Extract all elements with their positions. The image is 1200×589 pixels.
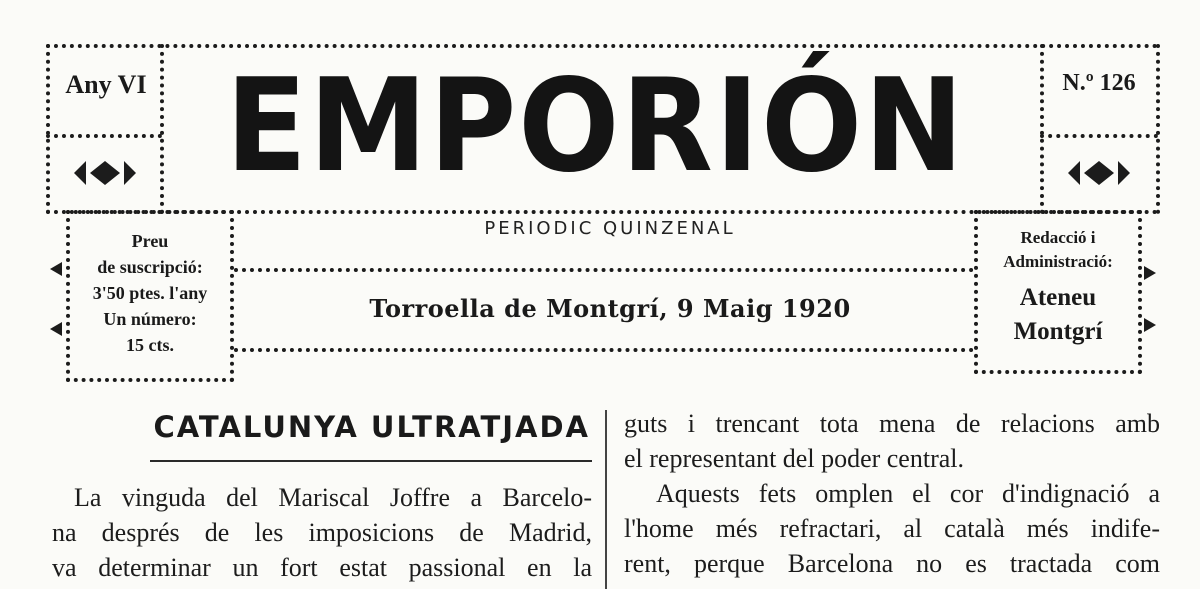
subscription-line-1: Preu — [131, 231, 169, 251]
year-box-divider — [160, 44, 164, 214]
date-band-bottom — [234, 348, 974, 352]
office-line-1: Redacció i — [1020, 228, 1096, 247]
issue-label: N.º 126 — [1062, 70, 1136, 96]
left-ornament-icon — [72, 158, 138, 188]
office-line-2: Administració: — [1003, 252, 1113, 271]
year-box-mid — [46, 134, 162, 138]
top-border — [46, 44, 1158, 48]
body-line: el representant del poder central. — [624, 444, 964, 473]
newspaper-subtitle: PERIODIC QUINZENAL — [484, 218, 736, 239]
subscription-line-5: 15 cts. — [126, 335, 174, 355]
year-label: Any VI — [65, 70, 147, 99]
right-column — [624, 406, 1160, 581]
column-divider — [605, 410, 607, 589]
issue-box-mid — [1040, 134, 1158, 138]
right-ornament-icon — [1066, 158, 1132, 188]
office-line-3: Ateneu — [1019, 284, 1097, 311]
left-arrow-icon — [50, 262, 62, 276]
office-line-4: Montgrí — [1013, 318, 1103, 345]
left-column — [52, 480, 592, 585]
title-underline — [150, 460, 592, 462]
right-arrow-icon — [1144, 266, 1156, 280]
article-title: CATALUNYA ULTRATJADA — [153, 410, 590, 444]
office-text — [978, 226, 1138, 348]
newspaper-title: EMPORIÓN — [225, 52, 966, 201]
right-border — [1156, 44, 1160, 214]
date-band-top — [234, 268, 974, 272]
subscription-text — [70, 228, 230, 358]
left-border — [46, 44, 50, 214]
subscription-line-2: de suscripció: — [97, 257, 203, 277]
body-line: La vinguda del Mariscal Joffre a Barcelo- — [74, 483, 592, 512]
body-line: va determinar un fort estat passional en la — [52, 553, 592, 582]
subscription-line-4: Un número: — [103, 309, 197, 329]
body-line: rent, perque Barcelona no es tractada com — [624, 549, 1160, 578]
body-line: Aquests fets omplen el cor d'indignació a — [656, 479, 1160, 508]
body-line: l'home més refractari, al català més indife- — [624, 514, 1160, 543]
right-arrow-icon — [1144, 318, 1156, 332]
left-arrow-icon — [50, 322, 62, 336]
body-line: guts i trencant tota mena de relacions amb — [624, 409, 1160, 438]
subscription-line-3: 3'50 ptes. l'any — [92, 283, 208, 303]
body-line: na després de les imposicions de Madrid, — [52, 518, 592, 547]
place-and-date: Torroella de Montgrí, 9 Maig 1920 — [369, 294, 851, 323]
